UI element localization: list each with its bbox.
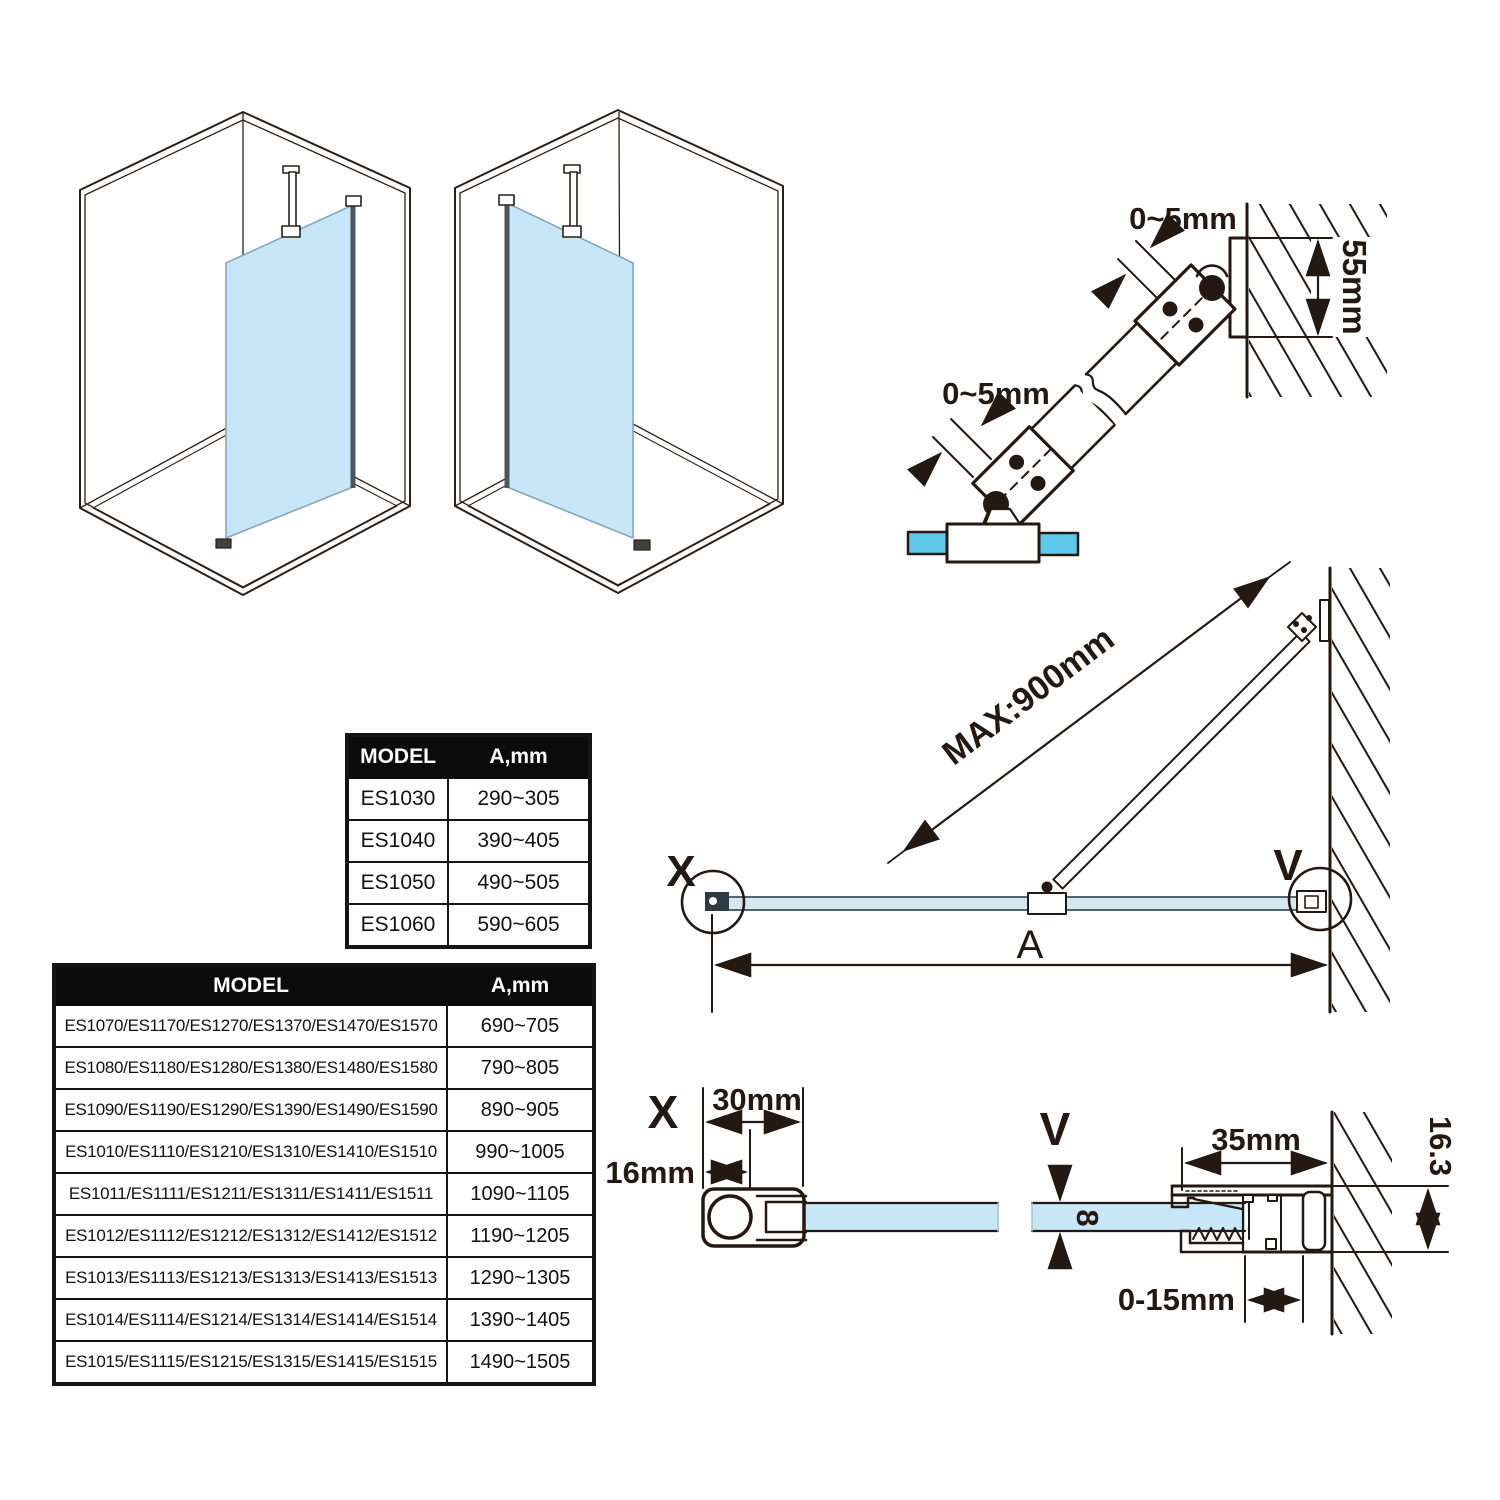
table-row (347, 820, 590, 862)
model-cell: ES1010/ES1110/ES1210/ES1310/ES1410/ES1510 (54, 1131, 447, 1173)
pivot-ball (1199, 275, 1225, 301)
range-cell: 990~1005 (447, 1131, 594, 1173)
model-cell: ES1040 (347, 820, 448, 862)
dim-35mm-label: 35mm (1211, 1122, 1301, 1157)
range-cell: 1190~1205 (447, 1215, 594, 1257)
dim-gap-bottom-label: 0~5mm (942, 376, 1050, 411)
table-row (347, 904, 590, 947)
wall-hatch (1332, 568, 1390, 1012)
table-row (54, 1047, 594, 1089)
range-cell: 790~805 (447, 1047, 594, 1089)
table-row (54, 1131, 594, 1173)
dim-gap-top-label: 0~5mm (1129, 201, 1237, 236)
range-cell: 1390~1405 (447, 1299, 594, 1341)
table-header-row (347, 735, 590, 778)
table-row (54, 1089, 594, 1131)
profile-top-cap (499, 195, 514, 205)
dim-55mm-label: 55mm (1336, 239, 1373, 335)
table-row (54, 1257, 594, 1299)
ceiling-support-bar (563, 165, 581, 237)
wall-hatch (1334, 1112, 1392, 1334)
table-row (347, 778, 590, 820)
range-cell: 690~705 (447, 1005, 594, 1047)
dim-16mm-label: 16mm (605, 1155, 695, 1190)
table-row (54, 1005, 594, 1047)
range-cell: 590~605 (448, 904, 590, 947)
model-cell: ES1030 (347, 778, 448, 820)
range-cell: 890~905 (447, 1089, 594, 1131)
model-table-small (345, 733, 592, 949)
glass-edge-cyan (1039, 533, 1078, 555)
col-header-model: MODEL (54, 965, 447, 1005)
col-header-amm: A,mm (447, 965, 594, 1005)
glass-clamp-plan (1028, 893, 1066, 914)
model-table-large (52, 963, 596, 1386)
model-cell: ES1080/ES1180/ES1280/ES1380/ES1480/ES1580 (54, 1047, 447, 1089)
dim-max-line (905, 578, 1268, 850)
plan-v-label: V (1273, 841, 1303, 890)
dim-163-label: 16.3 (1423, 1115, 1458, 1177)
glass-clamp-housing (947, 524, 1039, 562)
ceiling-support-bar (282, 166, 300, 237)
model-cell: ES1012/ES1112/ES1212/ES1312/ES1412/ES1512 (54, 1215, 447, 1257)
model-cell: ES1060 (347, 904, 448, 947)
plan-x-label: X (666, 847, 696, 896)
glass-foot-bracket (634, 540, 650, 550)
table-row (54, 1341, 594, 1384)
col-header-amm: A,mm (448, 735, 590, 778)
dim-max-label: MAX:900mm (935, 619, 1122, 773)
range-cell: 290~305 (448, 778, 590, 820)
glass-panel (507, 203, 633, 538)
wall-plate-plan (1320, 600, 1329, 641)
range-cell: 490~505 (448, 862, 590, 904)
glass-panel-plan (727, 897, 1302, 910)
model-cell: ES1014/ES1114/ES1214/ES1314/ES1414/ES1514 (54, 1299, 447, 1341)
table-header-row (54, 965, 594, 1005)
range-cell: 390~405 (448, 820, 590, 862)
isometric-view-left (80, 112, 410, 595)
glass-section (1032, 1203, 1245, 1231)
model-cell: ES1070/ES1170/ES1270/ES1370/ES1470/ES1570 (54, 1005, 447, 1047)
wall-hatch (1249, 204, 1387, 237)
isometric-view-right (455, 110, 783, 593)
range-cell: 1290~1305 (447, 1257, 594, 1299)
dim-a-label: A (1016, 923, 1044, 967)
table-row (347, 862, 590, 904)
wall-hatch (1249, 337, 1387, 397)
wall-hatch (1249, 237, 1311, 337)
glass-panel (226, 205, 353, 538)
model-cell: ES1090/ES1190/ES1290/ES1390/ES1490/ES1590 (54, 1089, 447, 1131)
range-cell: 1090~1105 (447, 1173, 594, 1215)
model-cell: ES1011/ES1111/ES1211/ES1311/ES1411/ES1511 (54, 1173, 447, 1215)
profile-top-cap (346, 196, 361, 206)
table-row (54, 1215, 594, 1257)
glass-edge-cyan (908, 532, 947, 554)
dim-015mm-label: 0-15mm (1117, 1282, 1235, 1317)
range-cell: 1490~1505 (447, 1341, 594, 1384)
dim-8-label: 8 (1070, 1209, 1105, 1227)
wall-mounting-plate (1230, 238, 1247, 337)
table-row (54, 1299, 594, 1341)
end-cap-profile (705, 892, 729, 911)
section-x-title: X (647, 1086, 679, 1138)
model-cell: ES1015/ES1115/ES1215/ES1315/ES1415/ES1515 (54, 1341, 447, 1384)
glass-foot-bracket (216, 539, 231, 548)
model-cell: ES1050 (347, 862, 448, 904)
dim-30mm-label: 30mm (712, 1082, 802, 1117)
screw-channel (1303, 1192, 1325, 1250)
table-row (54, 1173, 594, 1215)
end-cap-profile-section (703, 1189, 804, 1246)
model-cell: ES1013/ES1113/ES1213/ES1313/ES1413/ES1513 (54, 1257, 447, 1299)
col-header-model: MODEL (347, 735, 448, 778)
section-v-title: V (1039, 1103, 1071, 1155)
